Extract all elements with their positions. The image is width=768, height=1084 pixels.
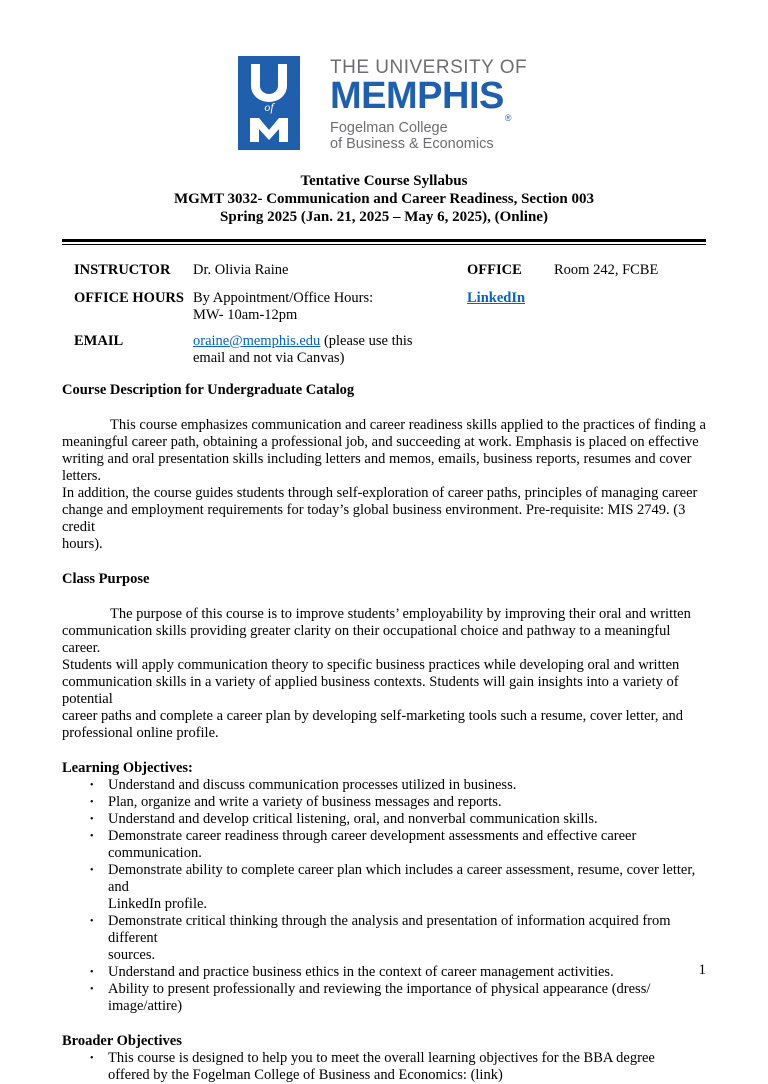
instructor-value: Dr. Olivia Raine	[193, 262, 289, 278]
broader-objectives-title: Broader Objectives	[62, 1033, 182, 1049]
linkedin-link[interactable]: LinkedIn	[467, 290, 526, 306]
logo-wordmark	[330, 56, 540, 152]
university-seal-icon	[238, 56, 300, 150]
catalog-title: Course Description for Undergraduate Catalog	[62, 382, 355, 398]
heading-line3: Spring 2025 (Jan. 21, 2025 – May 6, 2025), (Online)	[220, 209, 548, 225]
email-value: oraine@memphis.edu (please use this email and not via Canvas)	[193, 333, 413, 366]
list-item: • Understand and develop critical listening, oral, and nonverbal communication skills.	[108, 811, 712, 828]
university-logo	[238, 56, 538, 156]
list-item: • Demonstrate ability to complete career plan which includes a career assessment, resume, cover letter, and LinkedIn profile.	[108, 862, 712, 913]
instructor-label: INSTRUCTOR	[74, 262, 171, 278]
list-item: • Understand and discuss communication processes utilized in business.	[108, 777, 712, 794]
heading-line1: Tentative Course Syllabus	[300, 173, 468, 189]
page-number: 1	[698, 962, 706, 978]
learning-objectives-list	[62, 777, 712, 1015]
logo-line2: MEMPHIS®	[330, 75, 511, 123]
learning-objectives-title: Learning Objectives:	[62, 760, 193, 776]
office-value: Room 242, FCBE	[554, 262, 659, 278]
broader-objectives-list	[62, 1050, 712, 1084]
purpose-title: Class Purpose	[62, 571, 150, 587]
syllabus-heading	[0, 172, 768, 226]
office-hours-label: OFFICE HOURS	[74, 290, 184, 306]
divider-thick	[62, 239, 706, 242]
list-item: • Demonstrate critical thinking through the analysis and presentation of information acquired from different sources.	[108, 913, 712, 964]
list-item: • Demonstrate career readiness through career development assessments and effective career communication.	[108, 828, 712, 862]
catalog-description: This course emphasizes communication and career readiness skills applied to the practices of finding a meaningful career path, obtaining a professional job, and succeeding at work. Emphasis is placed on effective writing and oral presentation skills including letters and memos, emails, business reports, resumes and cover letters. In addition, the course guides students through self-exploration of career paths, principles of managing career change and employment requirements for today’s global business environment. Pre-requisite: MIS 2749. (3 credit hours).	[62, 417, 706, 552]
list-item: • This course is designed to help you to meet the overall learning objectives for the BBA degree offered by the Fogelman College of Business and Economics: (link)	[108, 1050, 712, 1084]
purpose-description: The purpose of this course is to improve students’ employability by improving their oral and written communication skills providing greater clarity on their occupational choice and pathway to a meaningful career. Students will apply communication theory to specific business practices while developing oral and written communication skills in a variety of applied business contexts. Students will gain insights into a variety of potential career paths and complete a career plan by developing self-marketing tools such a resume, cover letter, and professional online profile.	[62, 606, 691, 741]
office-hours-value: By Appointment/Office Hours: MW- 10am-12pm	[193, 290, 374, 323]
svg-text:of: of	[264, 100, 274, 114]
logo-line1: THE UNIVERSITY OF	[330, 57, 528, 78]
list-item: • Plan, organize and write a variety of business messages and reports.	[108, 794, 712, 811]
email-note: (please use this	[320, 333, 413, 349]
office-label: OFFICE	[467, 262, 522, 278]
logo-college: Fogelman College of Business & Economics	[330, 120, 494, 152]
list-item: • Understand and practice business ethics in the context of career management activities.	[108, 964, 712, 981]
email-link[interactable]: oraine@memphis.edu	[193, 333, 321, 349]
syllabus-body	[62, 382, 712, 1084]
list-item: • Ability to present professionally and reviewing the importance of physical appearance (dress/ image/attire)	[108, 981, 712, 1015]
divider-thin	[62, 244, 706, 245]
heading-line2: MGMT 3032- Communication and Career Readiness, Section 003	[174, 191, 594, 207]
email-label: EMAIL	[74, 333, 124, 349]
